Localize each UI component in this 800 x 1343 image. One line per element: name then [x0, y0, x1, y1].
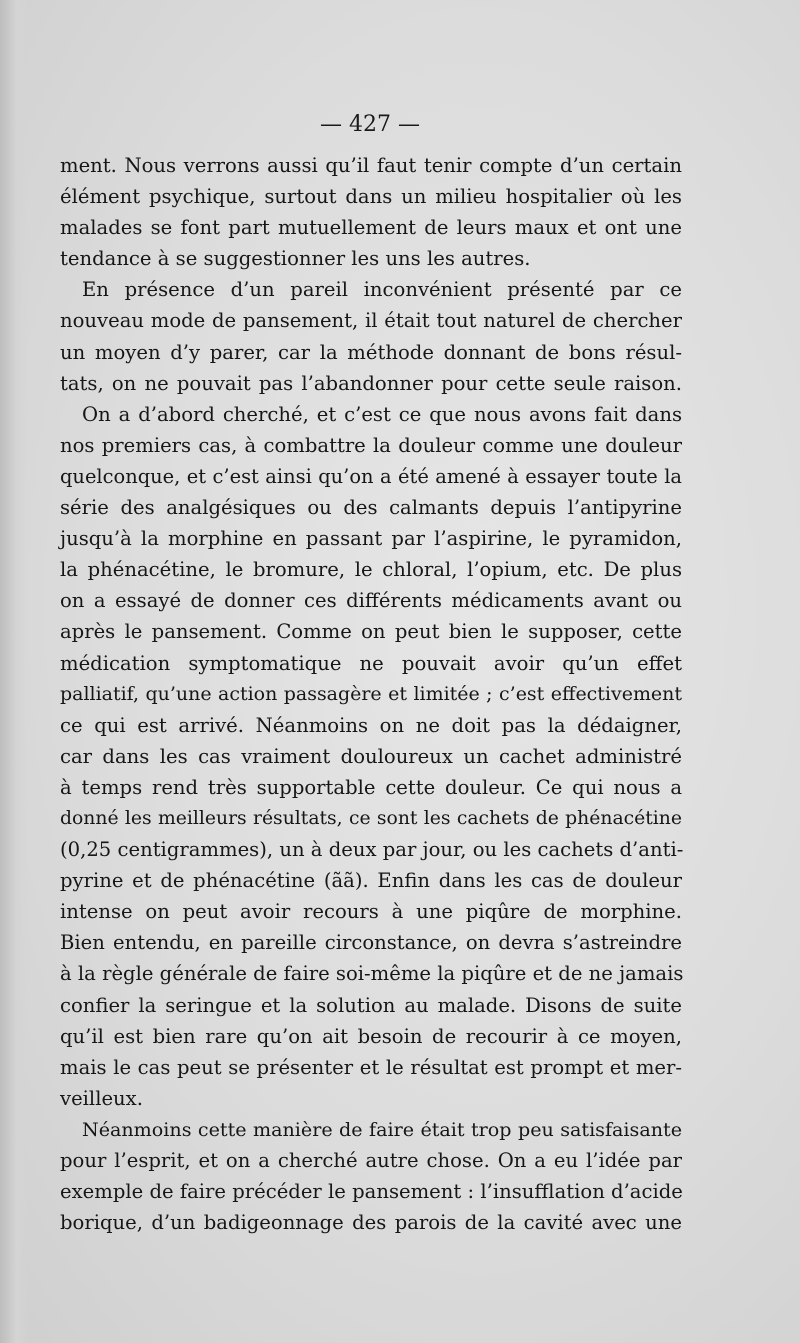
- text-line: à temps rend très supportable cette douleur. Ce qui nous a: [60, 775, 682, 799]
- text-line: malades se font part mutuellement de leurs maux et ont une: [60, 216, 682, 240]
- text-line: qu’il est bien rare qu’on ait besoin de recourir à ce moyen,: [60, 1024, 682, 1048]
- text-line: pour l’esprit, et on a cherché autre chose. On a eu l’idée par: [60, 1149, 682, 1172]
- text-line: médication symptomatique ne pouvait avoir qu’un effet: [60, 651, 682, 675]
- text-line: nos premiers cas, à combattre la douleur comme une douleur: [60, 433, 682, 457]
- text-line: nouveau mode de pansement, il était tout naturel de chercher: [60, 309, 682, 333]
- text-line: Bien entendu, en pareille circonstance, on devra s’astreindre: [60, 931, 682, 955]
- page-gutter-shadow: [0, 0, 28, 1343]
- text-line: car dans les cas vraiment douloureux un cachet administré: [60, 744, 682, 768]
- text-line: tats, on ne pouvait pas l’abandonner pour cette seule raison.: [60, 371, 682, 395]
- text-line: après le pansement. Comme on peut bien le supposer, cette: [60, 620, 682, 644]
- text-line: un moyen d’y parer, car la méthode donnant de bons résul-: [60, 340, 682, 364]
- text-line: mais le cas peut se présenter et le résultat est prompt et mer-: [60, 1055, 682, 1079]
- text-line: exemple de faire précéder le pansement : l’insufflation d’acide: [60, 1180, 683, 1204]
- text-line: (0,25 centigrammes), un à deux par jour, ou les cachets d’anti-: [60, 838, 684, 862]
- text-line: jusqu’à la morphine en passant par l’aspirine, le pyramidon,: [60, 527, 682, 551]
- text-line: palliatif, qu’une action passagère et limitée ; c’est effectivement: [60, 682, 682, 705]
- text-line: intense on peut avoir recours à une piqûre de morphine.: [60, 900, 682, 924]
- text-line: série des analgésiques ou des calmants depuis l’antipyrine: [60, 496, 682, 520]
- text-line: On a d’abord cherché, et c’est ce que nous avons fait dans: [82, 402, 682, 426]
- text-line: ment. Nous verrons aussi qu’il faut tenir compte d’un certain: [60, 154, 682, 177]
- text-line: Néanmoins cette manière de faire était trop peu satisfaisante: [82, 1117, 682, 1141]
- body-text: [60, 150, 682, 1238]
- text-line: En présence d’un pareil inconvénient présenté par ce: [82, 278, 682, 302]
- text-line: donné les meilleurs résultats, ce sont les cachets de phénacétine: [60, 807, 682, 829]
- page-number: — 427 —: [320, 112, 420, 137]
- text-line: confier la seringue et la solution au malade. Disons de suite: [60, 993, 682, 1017]
- text-line: quelconque, et c’est ainsi qu’on a été amené à essayer toute la: [60, 464, 682, 488]
- text-line: la phénacétine, le bromure, le chloral, l’opium, etc. De plus: [60, 558, 682, 582]
- text-line: tendance à se suggestionner les uns les autres.: [60, 247, 531, 271]
- text-line: pyrine et de phénacétine (ãã). Enfin dans les cas de douleur: [60, 869, 682, 893]
- text-line: élément psychique, surtout dans un milieu hospitalier où les: [60, 185, 682, 209]
- text-line: ce qui est arrivé. Néanmoins on ne doit pas la dédaigner,: [60, 713, 682, 737]
- text-line: borique, d’un badigeonnage des parois de la cavité avec une: [60, 1211, 682, 1235]
- text-line: veilleux.: [60, 1086, 143, 1110]
- text-line: on a essayé de donner ces différents médicaments avant ou: [60, 589, 682, 613]
- text-line: à la règle générale de faire soi-même la piqûre et de ne jamais: [60, 962, 684, 986]
